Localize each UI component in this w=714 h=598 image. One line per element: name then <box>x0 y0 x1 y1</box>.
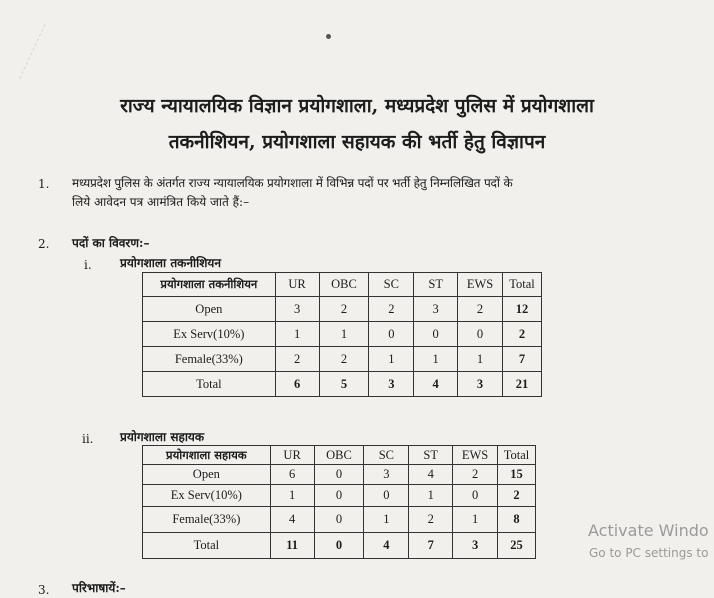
row-label: Female(33%) <box>143 507 271 533</box>
cell-ews: 3 <box>458 372 503 397</box>
cell-total: 2 <box>498 485 536 507</box>
header-st: ST <box>414 273 458 297</box>
row-label: Open <box>143 465 271 485</box>
cell-sc: 3 <box>369 372 414 397</box>
cell-ews: 2 <box>458 297 503 322</box>
cell-ur: 4 <box>270 507 314 533</box>
cell-total: 7 <box>503 347 542 372</box>
section-3-title: परिभाषायें:– <box>72 581 126 595</box>
heading-line-2: तकनीशियन, प्रयोगशाला सहायक की भर्ती हेतु विज्ञापन <box>168 131 546 153</box>
cell-ur: 1 <box>275 322 319 347</box>
cell-sc: 1 <box>369 347 414 372</box>
punch-dot <box>326 34 331 39</box>
cell-ews: 0 <box>458 322 503 347</box>
cell-sc: 0 <box>369 322 414 347</box>
post-2-table <box>142 445 536 559</box>
row-label: Ex Serv(10%) <box>143 485 271 507</box>
table-row-open <box>143 297 542 322</box>
table-row-total <box>143 533 536 559</box>
section-2-number: 2. <box>38 237 50 251</box>
cell-st: 1 <box>414 347 458 372</box>
cell-st: 7 <box>409 533 453 559</box>
activation-watermark-subtitle: Go to PC settings to <box>589 546 709 560</box>
cell-obc: 0 <box>314 465 364 485</box>
row-label: Total <box>143 372 276 397</box>
cell-ur: 1 <box>270 485 314 507</box>
header-ur: UR <box>275 273 319 297</box>
table-header-row <box>143 446 536 465</box>
cell-st: 1 <box>409 485 453 507</box>
cell-total: 25 <box>498 533 536 559</box>
cell-ur: 3 <box>275 297 319 322</box>
header-sc: SC <box>369 273 414 297</box>
cell-ews: 1 <box>458 347 503 372</box>
post-2-number: ii. <box>82 432 94 446</box>
cell-obc: 2 <box>319 297 369 322</box>
cell-obc: 0 <box>314 533 364 559</box>
cell-total: 2 <box>503 322 542 347</box>
cell-total: 21 <box>503 372 542 397</box>
header-total: Total <box>503 273 542 297</box>
header-total: Total <box>498 446 536 465</box>
post-1-table <box>142 272 542 397</box>
cell-obc: 5 <box>319 372 369 397</box>
cell-ur: 11 <box>270 533 314 559</box>
cell-obc: 0 <box>314 485 364 507</box>
cell-st: 4 <box>414 372 458 397</box>
table-header-row <box>143 273 542 297</box>
cell-obc: 0 <box>314 507 364 533</box>
row-label: Total <box>143 533 271 559</box>
cell-ews: 3 <box>453 533 498 559</box>
header-st: ST <box>409 446 453 465</box>
row-label: Ex Serv(10%) <box>143 322 276 347</box>
section-2-title: पदों का विवरण:– <box>72 236 150 250</box>
section-1-line-1: मध्यप्रदेश पुलिस के अंतर्गत राज्य न्यायालयिक प्रयोगशाला में विभिन्न पदों पर भर्ती हेतु निम्नलिखित पदों के <box>72 176 513 190</box>
cell-total: 12 <box>503 297 542 322</box>
table-row-female <box>143 507 536 533</box>
cell-ews: 1 <box>453 507 498 533</box>
section-1-text <box>72 174 702 212</box>
cell-ur: 2 <box>275 347 319 372</box>
cell-total: 8 <box>498 507 536 533</box>
table-row-female <box>143 347 542 372</box>
heading-line-1: राज्य न्यायालयिक विज्ञान प्रयोगशाला, मध्यप्रदेश पुलिस में प्रयोगशाला <box>120 95 594 117</box>
cell-ur: 6 <box>275 372 319 397</box>
cell-sc: 0 <box>364 485 409 507</box>
header-obc: OBC <box>314 446 364 465</box>
header-post-name: प्रयोगशाला तकनीशियन <box>143 273 276 297</box>
cell-obc: 2 <box>319 347 369 372</box>
cell-ews: 0 <box>453 485 498 507</box>
cell-sc: 4 <box>364 533 409 559</box>
cell-st: 3 <box>414 297 458 322</box>
table-row-total <box>143 372 542 397</box>
row-label: Female(33%) <box>143 347 276 372</box>
cell-sc: 3 <box>364 465 409 485</box>
cell-st: 4 <box>409 465 453 485</box>
section-1-line-2: लिये आवेदन पत्र आमंत्रित किये जाते हैं:– <box>72 195 250 209</box>
header-ews: EWS <box>458 273 503 297</box>
cell-sc: 2 <box>369 297 414 322</box>
cell-ews: 2 <box>453 465 498 485</box>
scan-mark <box>19 24 82 96</box>
post-2-title: प्रयोगशाला सहायक <box>120 430 205 444</box>
table-row-open <box>143 465 536 485</box>
activation-watermark-title: Activate Windo <box>588 521 709 540</box>
cell-obc: 1 <box>319 322 369 347</box>
cell-total: 15 <box>498 465 536 485</box>
table-row-ex-serv <box>143 322 542 347</box>
table-row-ex-serv <box>143 485 536 507</box>
cell-st: 0 <box>414 322 458 347</box>
row-label: Open <box>143 297 276 322</box>
cell-sc: 1 <box>364 507 409 533</box>
post-1-title: प्रयोगशाला तकनीशियन <box>120 256 222 270</box>
header-ews: EWS <box>453 446 498 465</box>
section-1-number: 1. <box>38 177 50 191</box>
header-post-name: प्रयोगशाला सहायक <box>143 446 271 465</box>
section-3-number: 3. <box>38 583 50 597</box>
cell-st: 2 <box>409 507 453 533</box>
header-sc: SC <box>364 446 409 465</box>
header-ur: UR <box>270 446 314 465</box>
post-1-number: i. <box>84 258 92 272</box>
cell-ur: 6 <box>270 465 314 485</box>
header-obc: OBC <box>319 273 369 297</box>
